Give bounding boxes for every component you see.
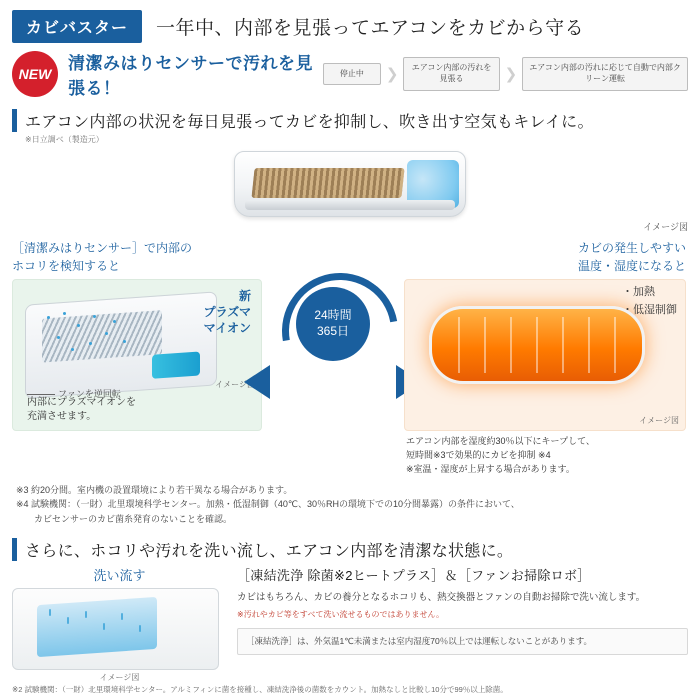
bottom-heading: ［凍結洗浄 除菌※2ヒートプラス］＆［ファンお掃除ロボ］ <box>237 567 591 583</box>
fan-reverse-label: ファンを逆回転 <box>58 389 121 399</box>
section1-heading <box>0 103 700 132</box>
wash-illustration <box>12 588 219 670</box>
heating-element-illustration <box>429 306 645 384</box>
air-conditioner-illustration <box>234 151 466 217</box>
right-image-caption: イメージ図 <box>639 416 679 425</box>
bottom-image-caption: イメージ図 <box>99 672 140 682</box>
bottom-left <box>12 565 227 683</box>
right-desc-line-3: ※室温・湿度が上昇する場合があります。 <box>406 463 575 474</box>
footnote-4-cont: カビセンサーのカビ菌糸発育のないことを確認。 <box>16 513 233 524</box>
right-panel-title-2: 温度・湿度になると <box>577 259 686 273</box>
left-panel-title-1: ［清潔みはりセンサー］で内部の <box>12 241 193 255</box>
fan-unit <box>152 351 200 378</box>
plasma-label-line-2: プラズマ <box>203 305 251 320</box>
section2-title: さらに、ホコリや汚れを洗い流し、エアコン内部を清潔な状態に。 <box>25 542 514 560</box>
flow-diagram <box>323 57 688 91</box>
panels-row <box>0 235 700 477</box>
ac-louver <box>245 200 455 210</box>
right-panel <box>404 239 686 477</box>
left-panel-note-line-1: 内部にプラズマイオンを <box>27 397 136 408</box>
dust-particles <box>43 310 133 360</box>
section2-accent-bar <box>12 538 17 561</box>
bottom-paragraph: カビはもちろん、カビの養分となるホコリも、熱交換器とファンの自動お掃除で洗い流します。 <box>237 591 646 603</box>
flow-step-2: エアコン内部の汚れを見張る <box>403 57 499 91</box>
water-drops <box>43 605 153 651</box>
center-panel <box>268 239 398 361</box>
wash-title: 洗い流す <box>93 567 146 583</box>
plasma-label-line-3: マイオン <box>203 321 251 336</box>
bottom-right <box>237 565 688 683</box>
right-label-heat: ・加熱 <box>622 286 655 298</box>
section1-title: エアコン内部の状況を毎日見張ってカビを抑制し、吹き出す空気もキレイに。 <box>25 114 594 131</box>
plasma-label-line-1: 新 <box>238 289 251 303</box>
right-desc-line-2: 短時間※3で効果的にカビを抑制 ※4 <box>406 449 551 460</box>
right-panel-title-1: カビの発生しやすい <box>577 241 686 255</box>
chevron-right-icon-2: ❯ <box>504 65 518 83</box>
header-badge: カビバスター <box>12 10 142 43</box>
left-image-caption: イメージ図 <box>215 380 255 389</box>
page-title: 一年中、内部を見張ってエアコンをカビから守る <box>156 18 585 39</box>
hero-image-caption: イメージ図 <box>643 222 688 232</box>
left-panel-note-line-2: 充満させます。 <box>27 411 97 422</box>
section1-note: ※日立調べ（製造元） <box>25 135 104 144</box>
left-panel <box>12 239 262 431</box>
page-footnote: ※2 試験機関：（一財）北里環境科学センター。アルミフィンに菌を接種し、凍結洗浄後の菌数をカウント。加熱なしと比較し10分で99％以上除菌。 <box>12 685 508 694</box>
plasma-label <box>204 288 251 337</box>
bottom-red-note: ※汚れやカビ等をすべて洗い流せるものではありません。 <box>237 610 445 620</box>
footnote-3: ※3 約20分間。室内機の設置環境により若干異なる場合があります。 <box>16 484 293 495</box>
header <box>0 0 700 47</box>
ac-grille <box>251 168 404 198</box>
new-badge: NEW <box>12 51 58 97</box>
bottom-row <box>0 561 700 683</box>
right-label-lowhumidity: ・低湿制御 <box>622 303 677 316</box>
cycle-line-1: 24時間 <box>314 308 352 323</box>
right-panel-card <box>404 279 686 431</box>
chevron-right-icon: ❯ <box>385 65 399 83</box>
flow-step-3: エアコン内部の汚れに応じて自動で内部クリーン運転 <box>522 57 688 91</box>
right-panel-labels <box>622 284 677 319</box>
left-panel-note <box>27 396 136 424</box>
callout-line <box>27 394 55 395</box>
new-feature-row <box>0 47 700 103</box>
flow-step-1: 停止中 <box>323 63 381 86</box>
right-panel-description <box>404 431 686 477</box>
arrow-left-icon <box>244 365 270 399</box>
footnotes-block <box>0 477 700 526</box>
left-panel-card <box>12 279 262 431</box>
cycle-badge <box>296 287 370 361</box>
section-accent-bar <box>12 109 17 132</box>
section2-heading <box>0 532 700 561</box>
right-desc-line-1: エアコン内部を湿度約30％以下にキープして、 <box>406 436 595 446</box>
cycle-line-2: 365日 <box>316 324 350 338</box>
new-feature-label: 清潔みはりセンサーで汚れを見張る！ <box>68 54 313 98</box>
hero-image <box>0 147 700 235</box>
bottom-box-note: ［凍結洗浄］は、外気温1℃未満または室内湿度70％以上では運転しないことがあります。 <box>237 628 688 655</box>
left-panel-title-2: ホコリを検知すると <box>12 259 121 273</box>
footnote-4: ※4 試験機関：（一財）北里環境科学センター。加熱・低湿制御（40℃、30％RHの環境下での10分間暴露）の条件において、 <box>16 499 520 510</box>
